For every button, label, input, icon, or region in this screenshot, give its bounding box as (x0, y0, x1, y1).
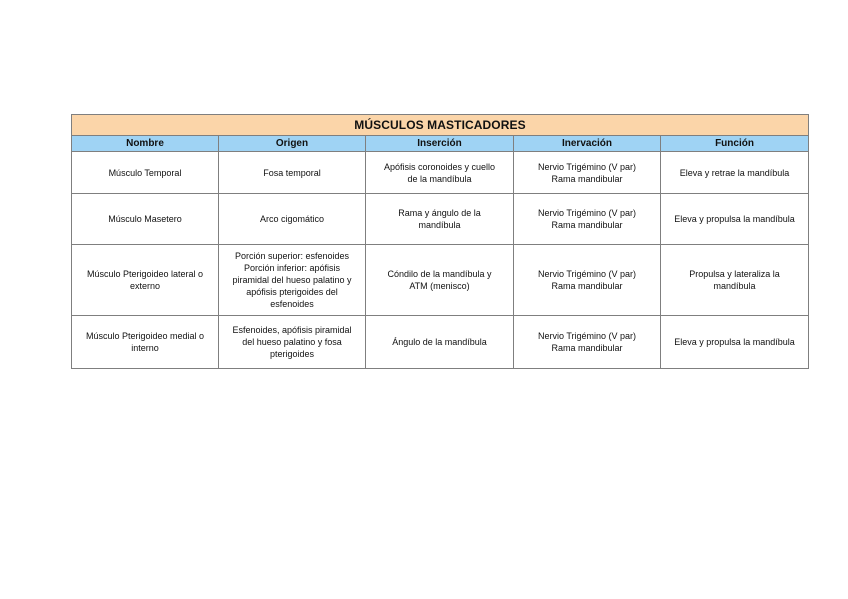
cell-line: Nervio Trigémino (V par) (537, 269, 637, 279)
cell-line: Porción superior: esfenoides (234, 251, 350, 261)
cell-line: Rama y ángulo de la (398, 208, 481, 218)
cell-line: Rama mandibular (551, 343, 623, 353)
cell-line: esfenoides (270, 299, 314, 309)
cell-nombre (72, 152, 219, 194)
cell-line: Esfenoides, apófisis piramidal (232, 325, 352, 335)
table-row (72, 152, 809, 194)
cell-line: Apófisis coronoides y cuello (383, 161, 496, 172)
cell-line: Porción inferior: apófisis (243, 263, 341, 273)
cell-origen (219, 194, 366, 245)
table-row (72, 316, 809, 369)
cell-line: Arco cigomático (259, 214, 325, 224)
cell-insercion (366, 316, 514, 369)
column-header-origen: Origen (219, 136, 366, 152)
cell-line: Rama mandibular (551, 220, 623, 230)
masticatory-muscles-table (71, 114, 809, 369)
cell-inervacion (514, 194, 661, 245)
cell-line: Fosa temporal (263, 167, 321, 178)
cell-line: Ángulo de la mandíbula (392, 337, 487, 347)
cell-line: Eleva y propulsa la mandíbula (674, 214, 795, 224)
cell-line: pterigoides (269, 349, 315, 359)
column-header-inervacion: Inervación (514, 136, 661, 152)
cell-line: Nervio Trigémino (V par) (537, 331, 637, 341)
cell-funcion (661, 245, 809, 316)
cell-line: Cóndilo de la mandíbula y (387, 269, 492, 279)
table-row (72, 194, 809, 245)
cell-line: del hueso palatino y fosa (242, 337, 342, 347)
cell-line: Nervio Trigémino (V par) (537, 161, 637, 172)
cell-origen (219, 245, 366, 316)
cell-nombre (72, 245, 219, 316)
cell-line: Rama mandibular (551, 281, 623, 291)
cell-line: Nervio Trigémino (V par) (537, 208, 637, 218)
cell-line: Propulsa y lateraliza la (689, 269, 780, 279)
cell-line: Músculo Pterigoideo medial o (85, 331, 205, 341)
cell-line: Rama mandibular (551, 173, 623, 184)
cell-nombre (72, 194, 219, 245)
cell-funcion (661, 194, 809, 245)
table-row (72, 245, 809, 316)
cell-nombre (72, 316, 219, 369)
cell-line: Músculo Temporal (108, 167, 182, 178)
cell-origen (219, 316, 366, 369)
cell-inervacion (514, 152, 661, 194)
cell-insercion (366, 152, 514, 194)
cell-origen (219, 152, 366, 194)
cell-line: mandíbula (713, 281, 756, 291)
cell-line: mandíbula (418, 220, 461, 230)
cell-funcion (661, 152, 809, 194)
cell-line: Eleva y retrae la mandíbula (679, 167, 790, 178)
column-header-funcion: Función (661, 136, 809, 152)
cell-line: interno (131, 343, 159, 353)
cell-line: externo (129, 281, 161, 291)
cell-line: de la mandíbula (407, 173, 472, 184)
cell-line: Músculo Pterigoideo lateral o (86, 269, 204, 279)
cell-insercion (366, 194, 514, 245)
cell-insercion (366, 245, 514, 316)
cell-funcion (661, 316, 809, 369)
muscle-table-sheet (71, 114, 808, 369)
cell-line: Músculo Masetero (108, 214, 182, 224)
cell-inervacion (514, 316, 661, 369)
cell-line: ATM (menisco) (409, 281, 470, 291)
cell-inervacion (514, 245, 661, 316)
column-header-nombre: Nombre (72, 136, 219, 152)
column-header-insercion: Inserción (366, 136, 514, 152)
cell-line: Eleva y propulsa la mandíbula (674, 337, 795, 347)
table-title: MÚSCULOS MASTICADORES (72, 115, 809, 136)
cell-line: piramidal del hueso palatino y (232, 275, 352, 285)
cell-line: apófisis pterigoides del (246, 287, 338, 297)
